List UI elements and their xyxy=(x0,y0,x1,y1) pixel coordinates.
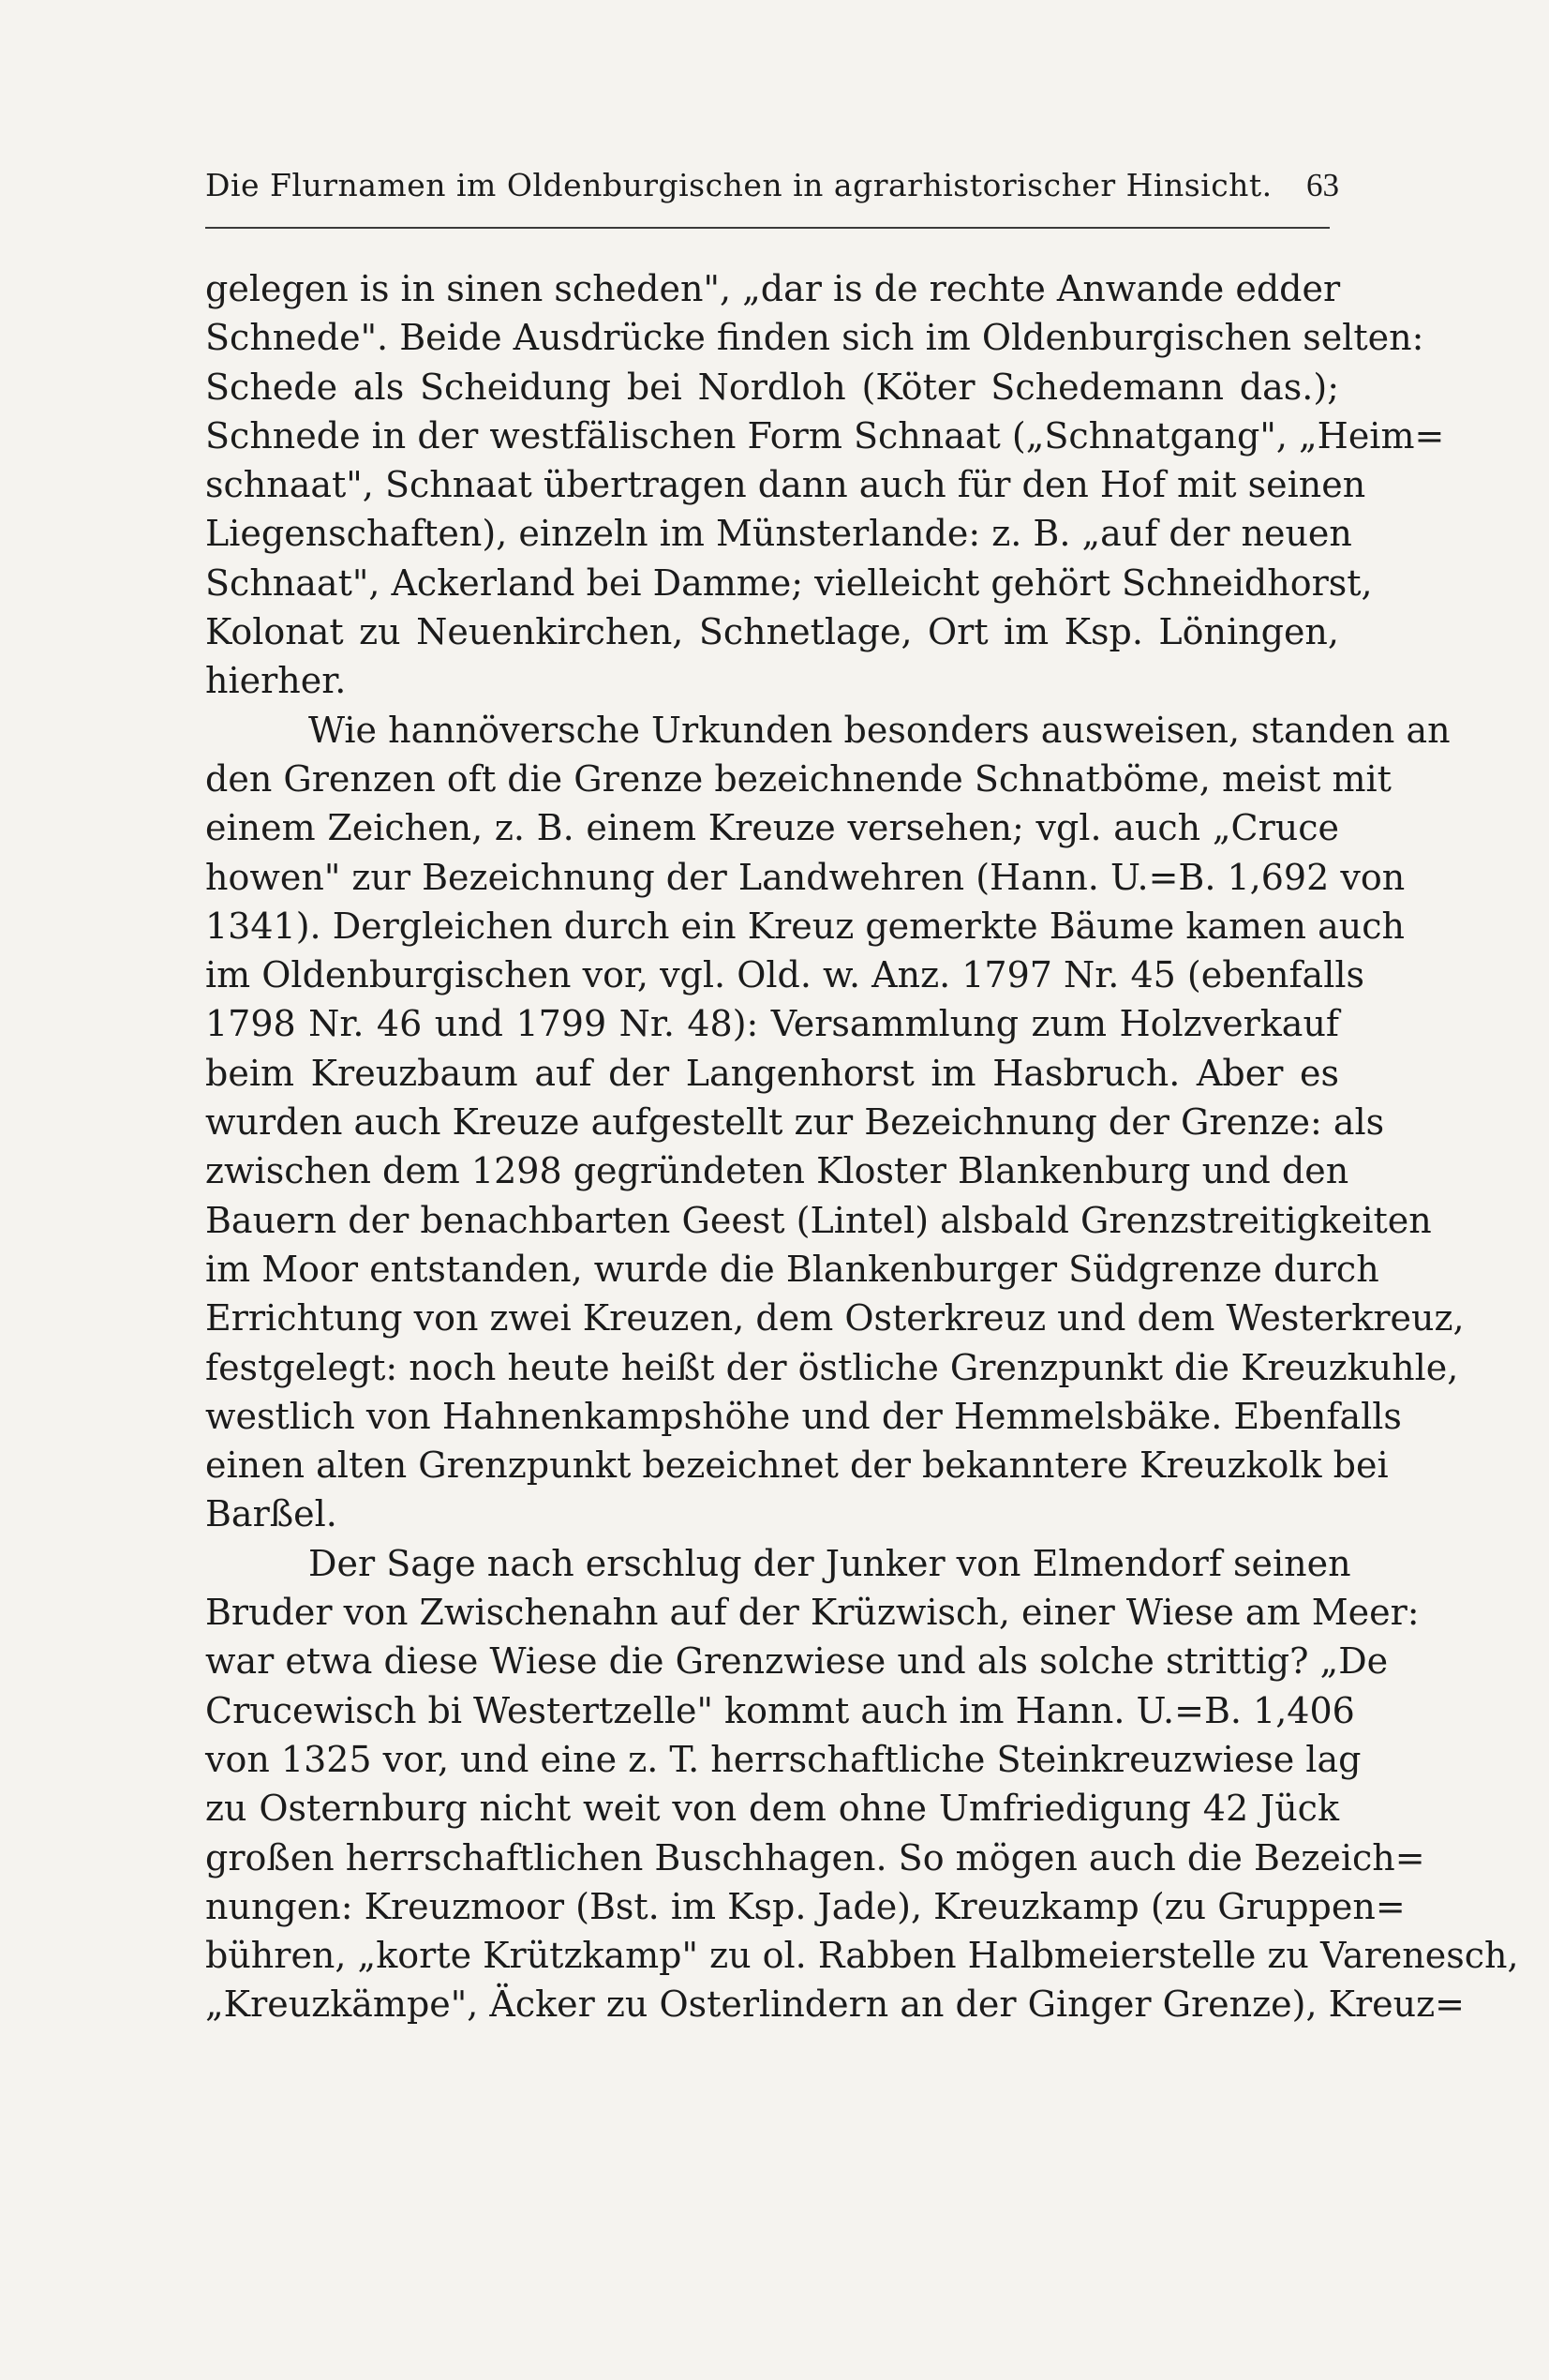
text-line: Bauern der benachbarten Geest (Lintel) alsbald Grenzstreitigkeiten xyxy=(205,1199,1432,1241)
text-line: nungen: Kreuzmoor (Bst. im Ksp. Jade), Kreuzkamp (zu Gruppen= xyxy=(205,1885,1406,1927)
body-text xyxy=(205,264,1519,2029)
text-line: Crucewisch bi Westertzelle" kommt auch im Hann. U.=B. 1,406 xyxy=(205,1689,1355,1731)
text-line: Schede als Scheidung bei Nordloh (Köter Schedemann das.); xyxy=(205,366,1339,408)
text-line: den Grenzen oft die Grenze bezeichnende Schnatböme, meist mit xyxy=(205,757,1392,800)
text-line: großen herrschaftlichen Buschhagen. So mögen auch die Bezeich= xyxy=(205,1836,1425,1879)
text-line: Liegenschaften), einzeln im Münsterlande: z. B. „auf der neuen xyxy=(205,513,1352,555)
text-line: 1798 Nr. 46 und 1799 Nr. 48): Versammlung zum Holzverkauf xyxy=(205,1003,1339,1045)
text-line: Kolonat zu Neuenkirchen, Schnetlage, Ort im Ksp. Löningen, xyxy=(205,611,1339,653)
running-head xyxy=(205,167,1339,214)
page-number: 63 xyxy=(1306,167,1339,203)
text-line: Schnede in der westfälischen Form Schnaat („Schnatgang", „Heim= xyxy=(205,414,1445,457)
text-line: westlich von Hahnenkampshöhe und der Hemmelsbäke. Ebenfalls xyxy=(205,1395,1402,1437)
text-line: Schnede". Beide Ausdrücke finden sich im Oldenburgischen selten: xyxy=(205,317,1424,359)
text-line: beim Kreuzbaum auf der Langenhorst im Hasbruch. Aber es xyxy=(205,1052,1339,1094)
text-line: Wie hannöversche Urkunden besonders ausweisen, standen an xyxy=(308,709,1451,751)
text-line: Bruder von Zwischenahn auf der Krüzwisch, einer Wiese am Meer: xyxy=(205,1592,1420,1634)
text-line: gelegen is in sinen scheden", „dar is de rechte Anwande edder xyxy=(205,268,1341,309)
text-line: im Oldenburgischen vor, vgl. Old. w. Anz. 1797 Nr. 45 (ebenfalls xyxy=(205,954,1365,996)
text-line: zwischen dem 1298 gegründeten Kloster Blankenburg und den xyxy=(205,1150,1349,1192)
text-line: 1341). Dergleichen durch ein Kreuz gemerkte Bäume kamen auch xyxy=(205,905,1405,947)
text-line: Schnaat", Ackerland bei Damme; vielleicht gehört Schneidhorst, xyxy=(205,561,1373,604)
text-line: hierher. xyxy=(205,660,347,702)
text-line: von 1325 vor, und eine z. T. herrschaftliche Steinkreuzwiese lag xyxy=(205,1738,1362,1780)
text-line: howen" zur Bezeichnung der Landwehren (Hann. U.=B. 1,692 von xyxy=(205,856,1406,898)
text-line: war etwa diese Wiese die Grenzwiese und als solche strittig? „De xyxy=(205,1640,1389,1683)
text-line: festgelegt: noch heute heißt der östliche Grenzpunkt die Kreuzkuhle, xyxy=(205,1346,1459,1388)
text-line: Der Sage nach erschlug der Junker von Elmendorf seinen xyxy=(308,1542,1351,1584)
running-title: Die Flurnamen im Oldenburgischen in agrarhistorischer Hinsicht. xyxy=(205,167,1273,203)
text-line: „Kreuzkämpe", Äcker zu Osterlindern an der Ginger Grenze), Kreuz= xyxy=(205,1983,1465,2026)
text-line: einen alten Grenzpunkt bezeichnet der bekanntere Kreuzkolk bei xyxy=(205,1444,1389,1487)
text-line: wurden auch Kreuze aufgestellt zur Bezeichnung der Grenze: als xyxy=(205,1101,1385,1144)
header-rule xyxy=(205,227,1330,229)
text-line: im Moor entstanden, wurde die Blankenburger Südgrenze durch xyxy=(205,1248,1379,1290)
text-line: bühren, „korte Krützkamp" zu ol. Rabben Halbmeierstelle zu Varenesch, xyxy=(205,1935,1519,1977)
text-line: zu Osternburg nicht weit von dem ohne Umfriedigung 42 Jück xyxy=(205,1788,1339,1830)
text-line: schnaat", Schnaat übertragen dann auch für den Hof mit seinen xyxy=(205,464,1366,506)
text-line: einem Zeichen, z. B. einem Kreuze versehen; vgl. auch „Cruce xyxy=(205,807,1339,849)
text-line: Barßel. xyxy=(205,1493,337,1535)
text-line: Errichtung von zwei Kreuzen, dem Osterkreuz und dem Westerkreuz, xyxy=(205,1297,1465,1340)
